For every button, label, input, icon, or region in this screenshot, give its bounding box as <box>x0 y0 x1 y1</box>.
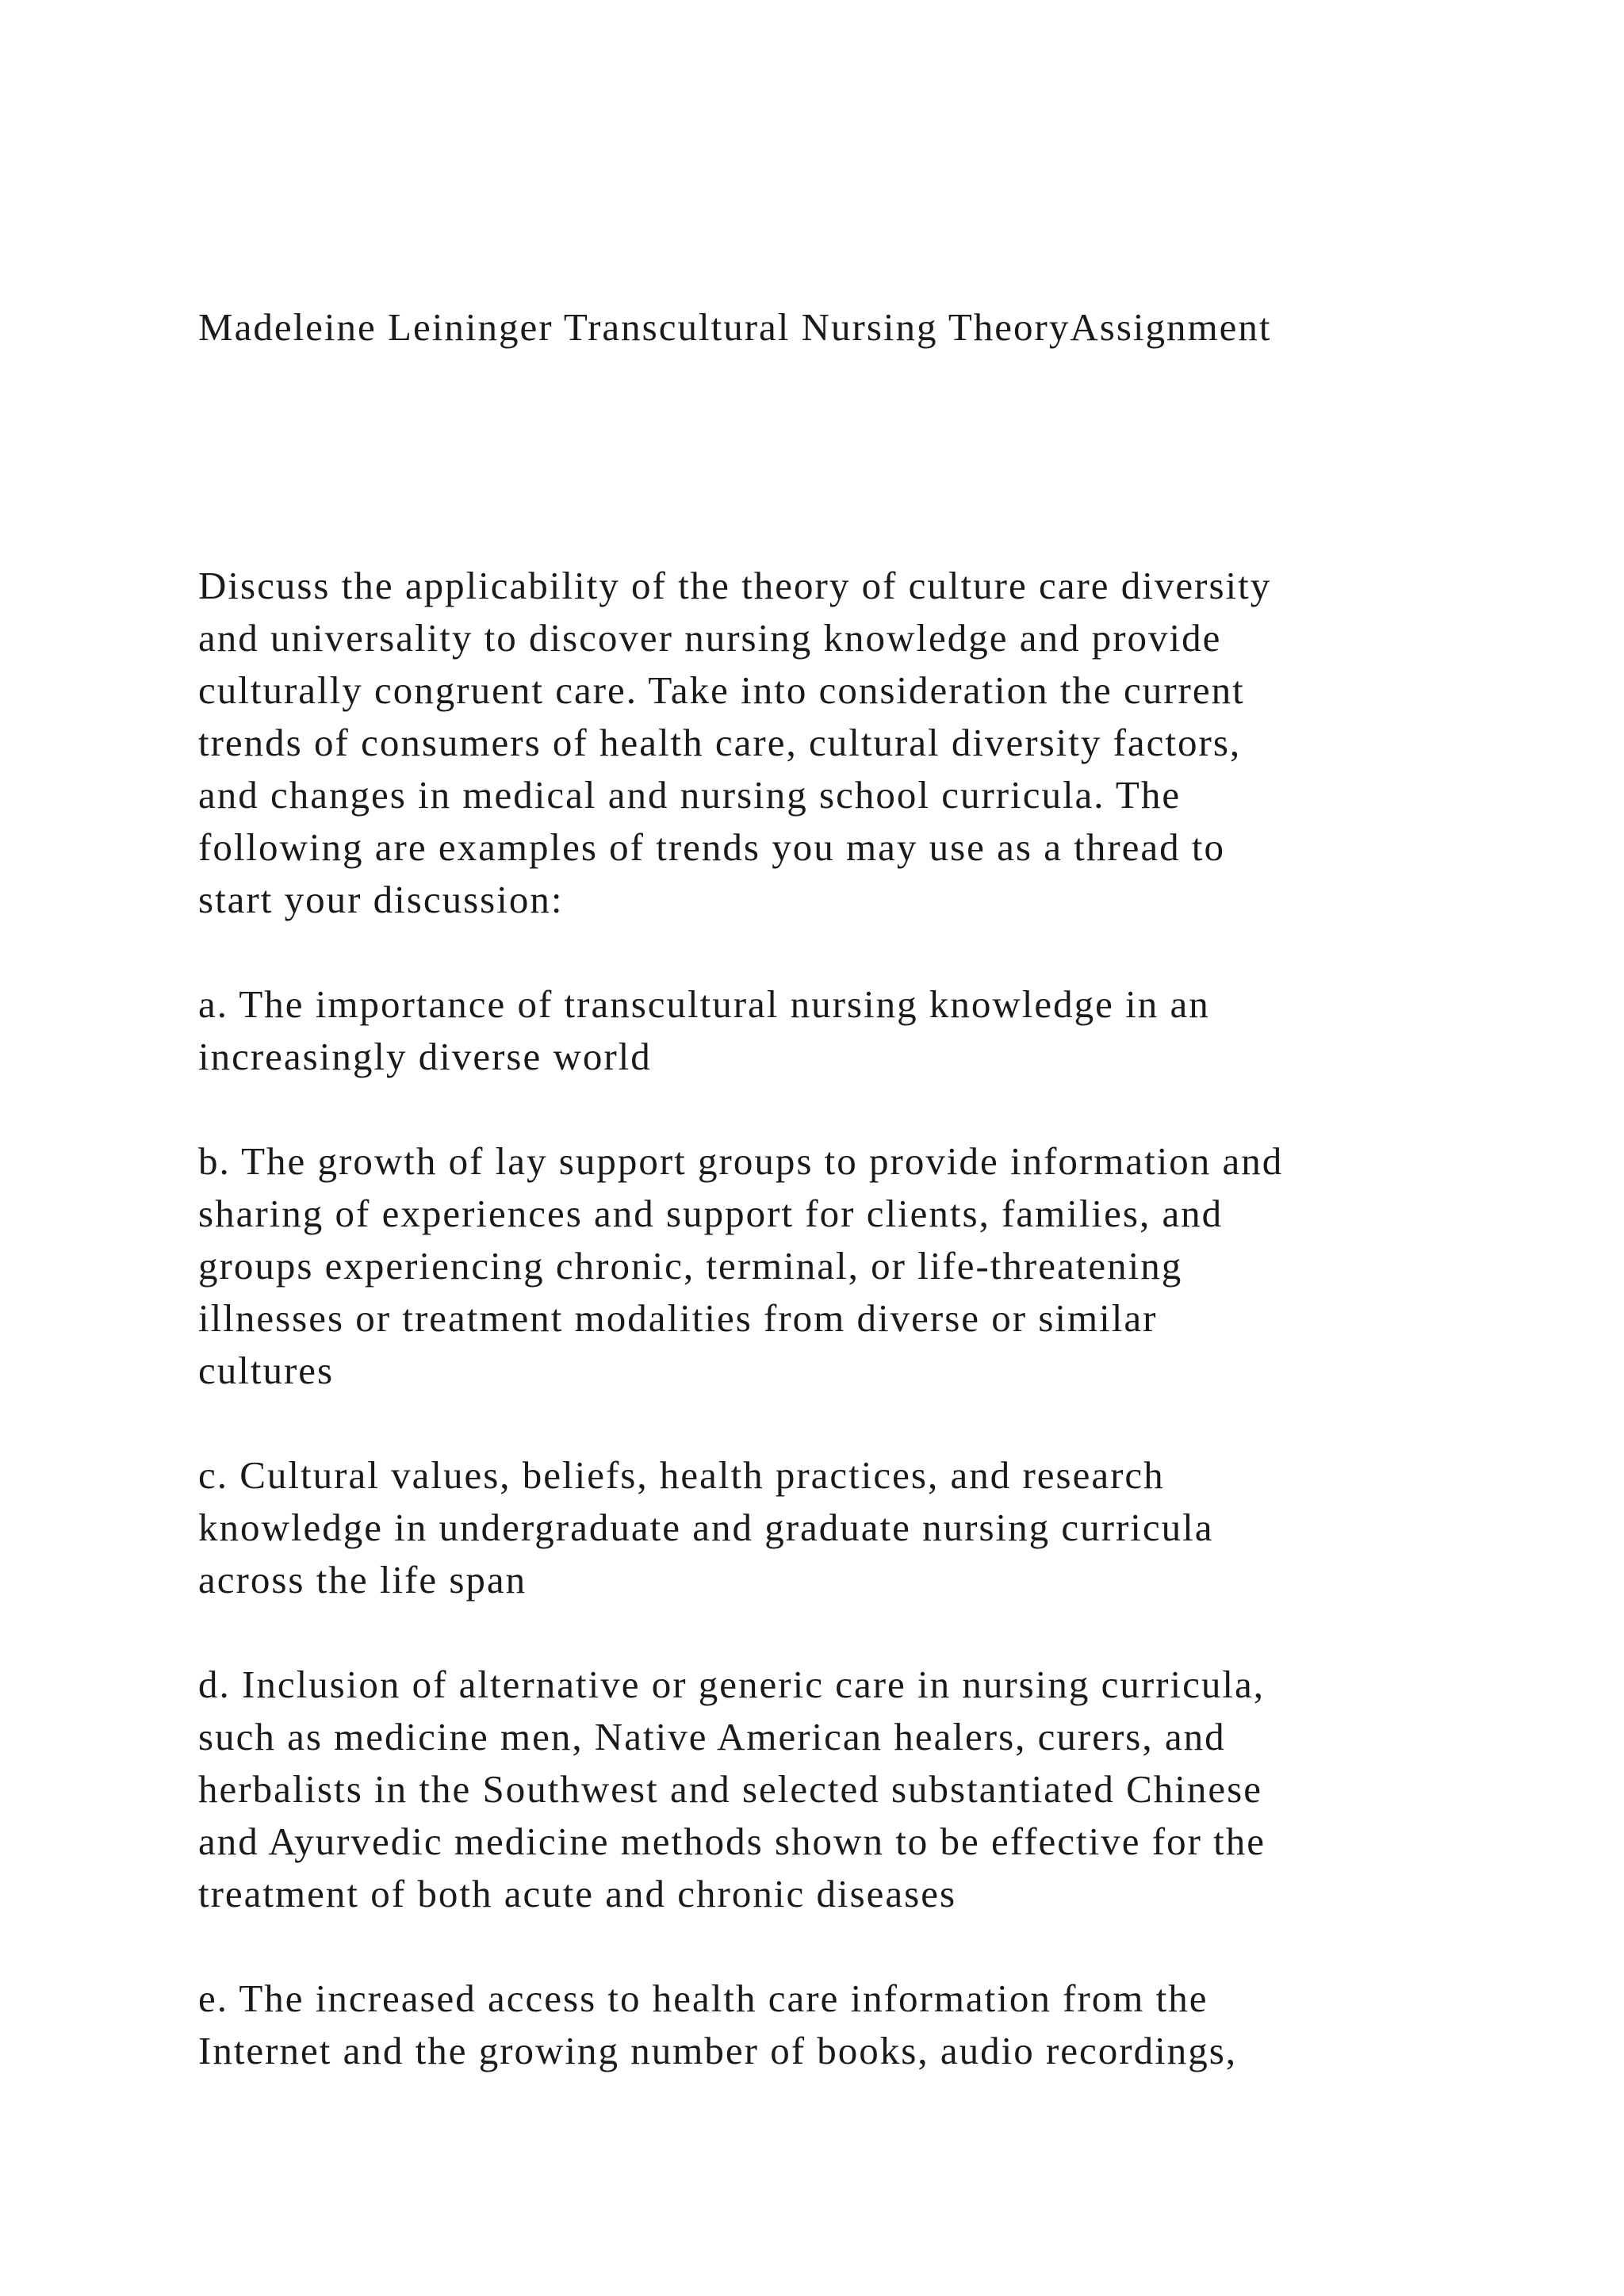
paragraph-spacer <box>198 1606 1483 1659</box>
paragraph-spacer <box>198 926 1483 978</box>
document-title: Madeleine Leininger Transcultural Nursing TheoryAssignment <box>198 305 1272 349</box>
list-item-e: e. The increased access to health care information from the Internet and the growing number of books, audio recordings, <box>198 1976 1238 2072</box>
list-item-d: d. Inclusion of alternative or generic care in nursing curricula, such as medicine men, Native American healers, curers, and herbalists in the Southwest and selected substantiated Chinese and Ayurvedic medicine methods shown to be effective for the treatment of both acute and chronic diseases <box>198 1663 1266 1915</box>
intro-paragraph: Discuss the applicability of the theory of culture care diversity and universality to discover nursing knowledge and provide culturally congruent care. Take into consideration the current trends of consumers of health care, cultural diversity factors, and changes in medical and nursing school curricula. The following are examples of trends you may use as a thread to start your discussion: <box>198 564 1272 921</box>
list-item-b: b. The growth of lay support groups to provide information and sharing of experiences and support for clients, families, and groups experiencing chronic, terminal, or life-threatening illnesses or treatment modalities from diverse or similar cultures <box>198 1139 1284 1392</box>
list-item-c: c. Cultural values, beliefs, health practices, and research knowledge in undergraduate and graduate nursing curricula across the life span <box>198 1453 1214 1601</box>
list-item-a: a. The importance of transcultural nursing knowledge in an increasingly diverse world <box>198 982 1210 1078</box>
paragraph-spacer <box>198 1083 1483 1135</box>
paragraph-spacer <box>198 1397 1483 1449</box>
paragraph-spacer <box>198 1920 1483 1973</box>
document-body <box>198 560 1483 2077</box>
